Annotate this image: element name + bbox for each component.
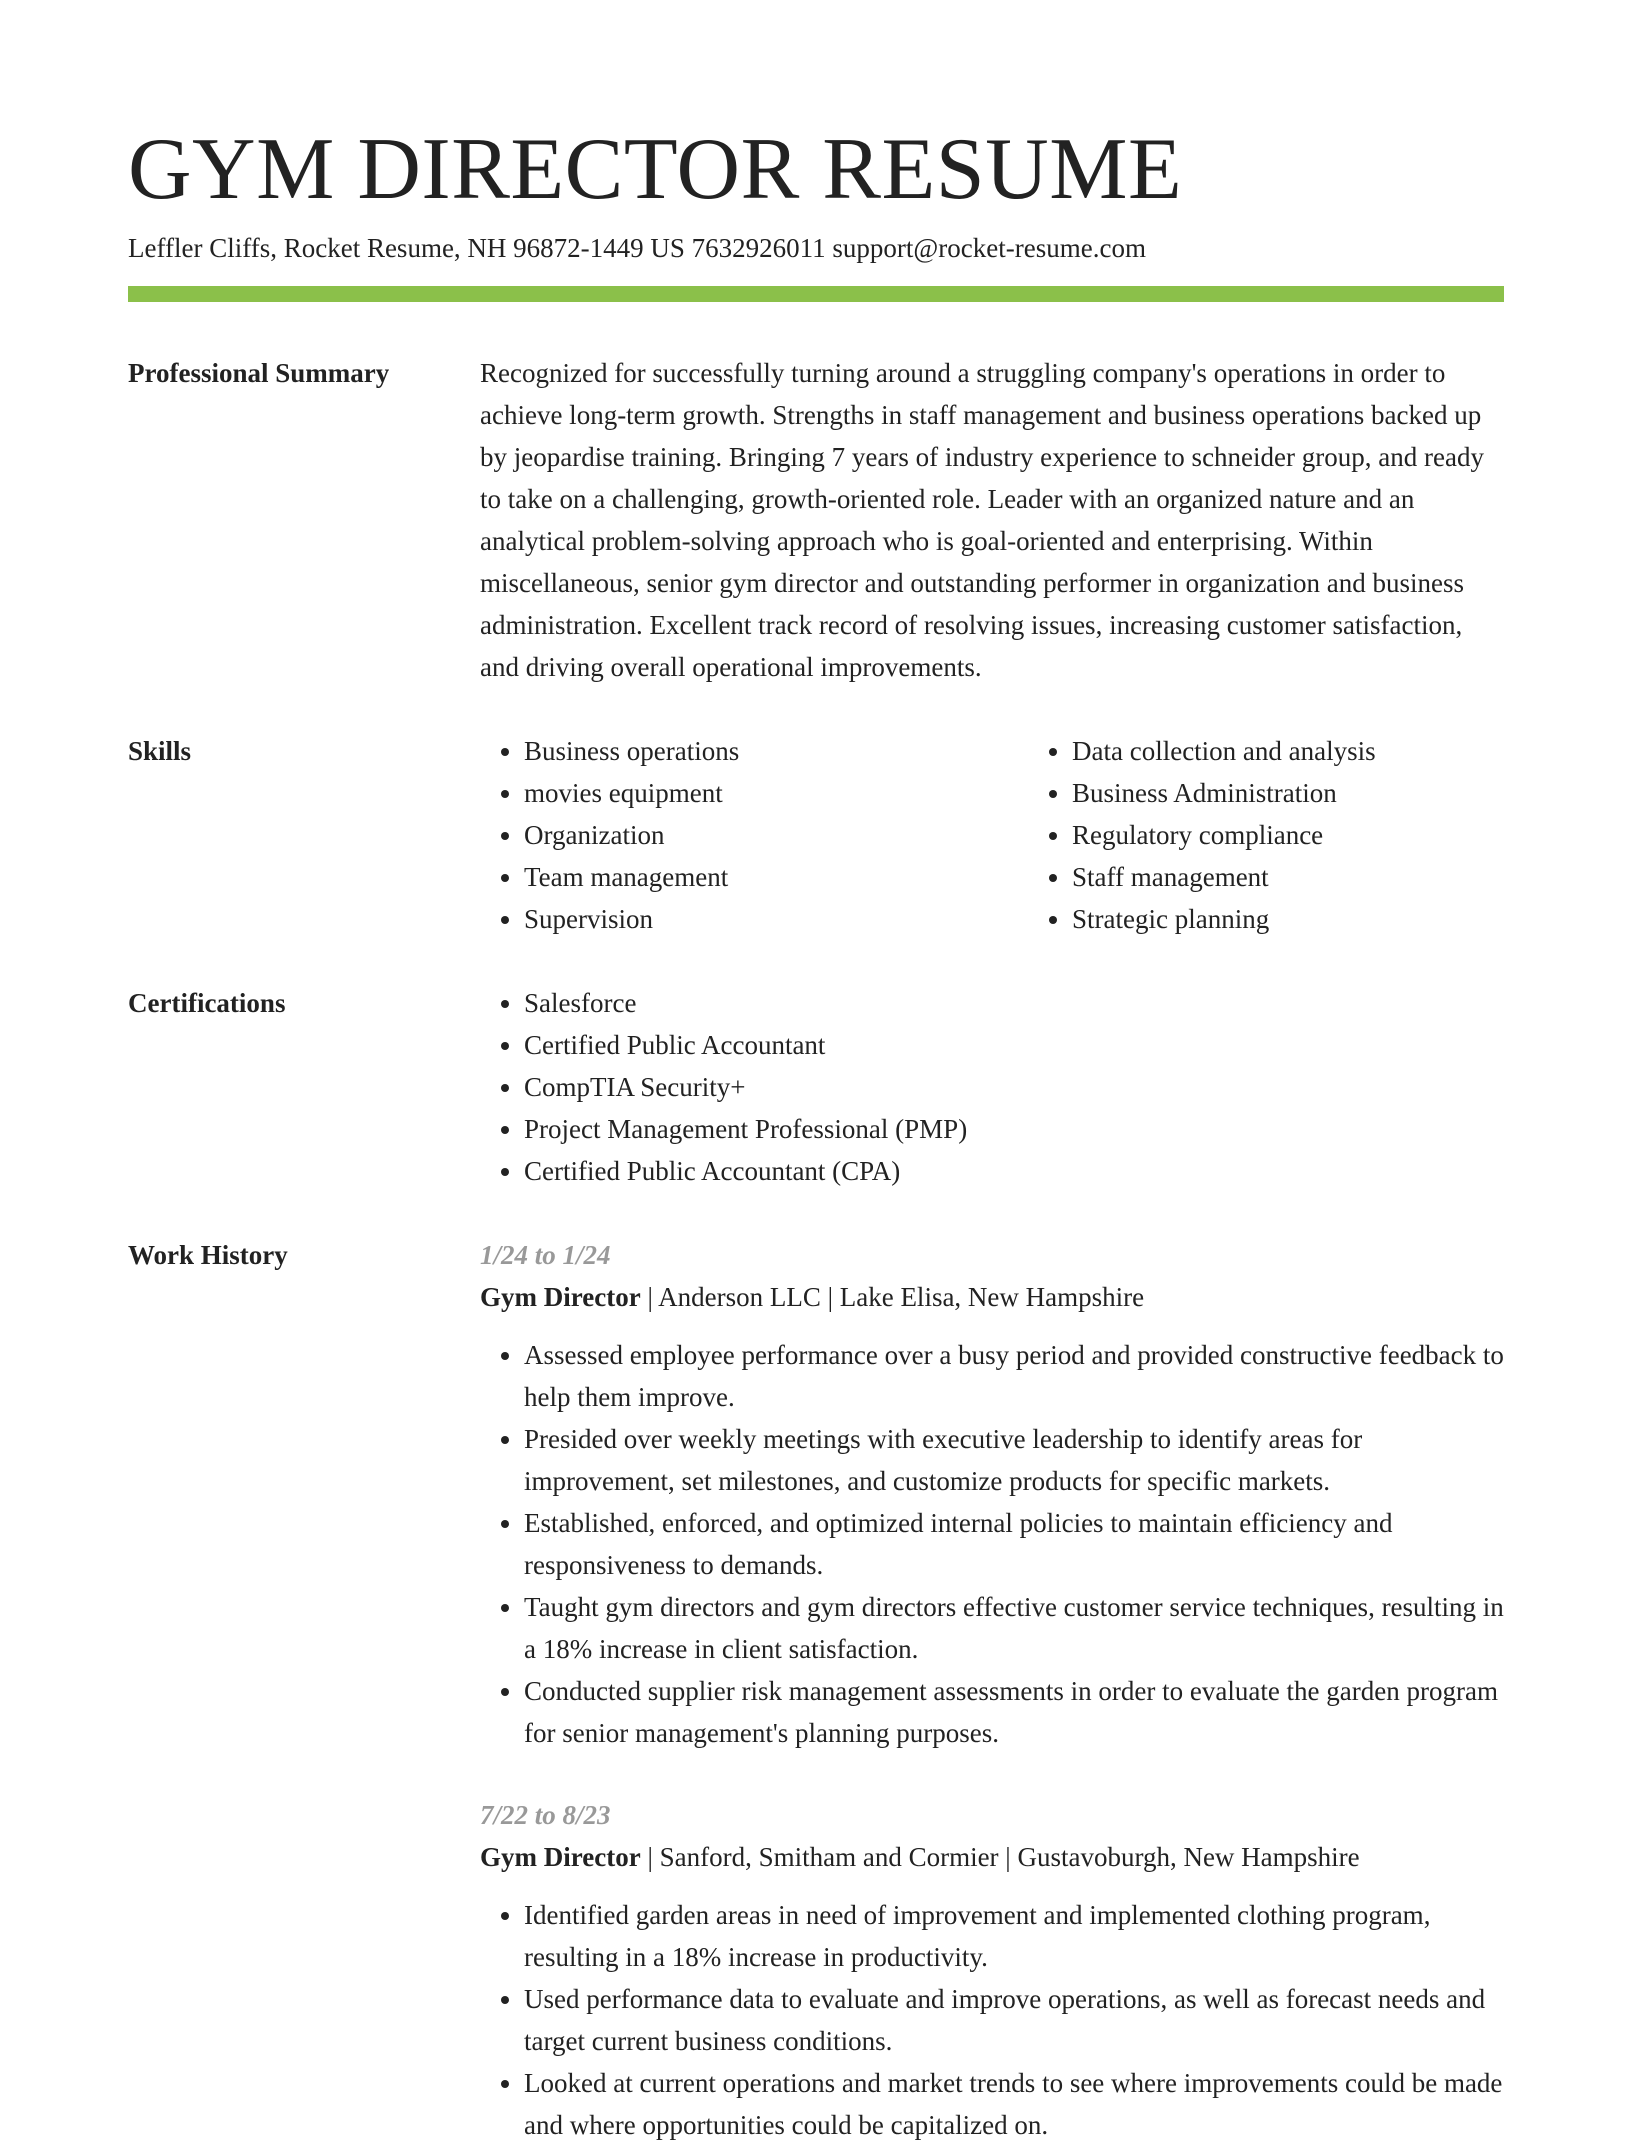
certification-item: • Certified Public Accountant bbox=[524, 1024, 1504, 1066]
certification-item: • Certified Public Accountant (CPA) bbox=[524, 1150, 1504, 1192]
work-history-section bbox=[128, 1234, 1504, 2146]
work-history-label: Work History bbox=[128, 1240, 288, 1270]
summary-label: Professional Summary bbox=[128, 358, 390, 388]
job-date: 1/24 to 1/24 bbox=[480, 1240, 611, 1270]
job-bullet: • Used performance data to evaluate and improve operations, as well as forecast needs and target current business conditions. bbox=[524, 1978, 1504, 2062]
skill-item: • Business operations bbox=[524, 730, 1028, 772]
certifications-label: Certifications bbox=[128, 988, 286, 1018]
certifications-section bbox=[128, 982, 1504, 1192]
job-heading bbox=[480, 1836, 1504, 1878]
job-entry bbox=[480, 1794, 1504, 2146]
job-bullets bbox=[480, 1894, 1504, 2146]
skill-item: • Team management bbox=[524, 856, 1028, 898]
contact-info: Leffler Cliffs, Rocket Resume, NH 96872-1449 US 7632926011 support@rocket-resume.com bbox=[128, 233, 1146, 263]
certifications-list bbox=[480, 982, 1504, 1192]
skill-item: • Regulatory compliance bbox=[1072, 814, 1576, 856]
skills-list-left bbox=[480, 730, 1028, 940]
job-bullet: • Assessed employee performance over a busy period and provided constructive feedback to help them improve. bbox=[524, 1334, 1504, 1418]
job-bullet: • Looked at current operations and market trends to see where improvements could be made and where opportunities could be capitalized on. bbox=[524, 2062, 1504, 2146]
skill-item: • Staff management bbox=[1072, 856, 1576, 898]
skill-item: • Strategic planning bbox=[1072, 898, 1576, 940]
skill-item: • movies equipment bbox=[524, 772, 1028, 814]
job-bullet: • Identified garden areas in need of improvement and implemented clothing program, resulting in a 18% increase in productivity. bbox=[524, 1894, 1504, 1978]
skill-item: • Business Administration bbox=[1072, 772, 1576, 814]
header-divider bbox=[128, 286, 1504, 302]
job-bullet: • Established, enforced, and optimized internal policies to maintain efficiency and responsiveness to demands. bbox=[524, 1502, 1504, 1586]
resume-page bbox=[128, 120, 1504, 2146]
skill-item: • Supervision bbox=[524, 898, 1028, 940]
skills-list-right bbox=[1028, 730, 1576, 940]
job-bullet: • Conducted supplier risk management assessments in order to evaluate the garden program for senior management's planning purposes. bbox=[524, 1670, 1504, 1754]
skill-item: • Data collection and analysis bbox=[1072, 730, 1576, 772]
job-title: Gym Director bbox=[480, 1282, 641, 1312]
certification-item: • CompTIA Security+ bbox=[524, 1066, 1504, 1108]
skill-item: • Organization bbox=[524, 814, 1028, 856]
job-bullet: • Presided over weekly meetings with executive leadership to identify areas for improvement, set milestones, and customize products for specific markets. bbox=[524, 1418, 1504, 1502]
job-bullets bbox=[480, 1334, 1504, 1754]
job-title: Gym Director bbox=[480, 1842, 641, 1872]
skills-label: Skills bbox=[128, 736, 192, 766]
job-heading bbox=[480, 1276, 1504, 1318]
summary-text: Recognized for successfully turning around a struggling company's operations in order to achieve long-term growth. Strengths in staff management and business operations backed up by jeopardise training. Bringing 7 years of industry experience to schneider group, and ready to take on a challenging, growth-oriented role. Leader with an organized nature and an analytical problem-solving approach who is goal-oriented and enterprising. Within miscellaneous, senior gym director and outstanding performer in organization and business administration. Excellent track record of resolving issues, increasing customer satisfaction, and driving overall operational improvements. bbox=[480, 358, 1484, 682]
skills-section bbox=[128, 730, 1504, 940]
job-details: | Sanford, Smitham and Cormier | Gustavoburgh, New Hampshire bbox=[640, 1842, 1360, 1872]
page-title: GYM DIRECTOR RESUME bbox=[128, 121, 1183, 218]
job-bullet: • Taught gym directors and gym directors effective customer service techniques, resulting in a 18% increase in client satisfaction. bbox=[524, 1586, 1504, 1670]
job-entry bbox=[480, 1234, 1504, 1754]
certification-item: • Salesforce bbox=[524, 982, 1504, 1024]
certification-item: • Project Management Professional (PMP) bbox=[524, 1108, 1504, 1150]
job-details: | Anderson LLC | Lake Elisa, New Hampshire bbox=[640, 1282, 1145, 1312]
summary-section bbox=[128, 352, 1504, 688]
job-date: 7/22 to 8/23 bbox=[480, 1800, 611, 1830]
